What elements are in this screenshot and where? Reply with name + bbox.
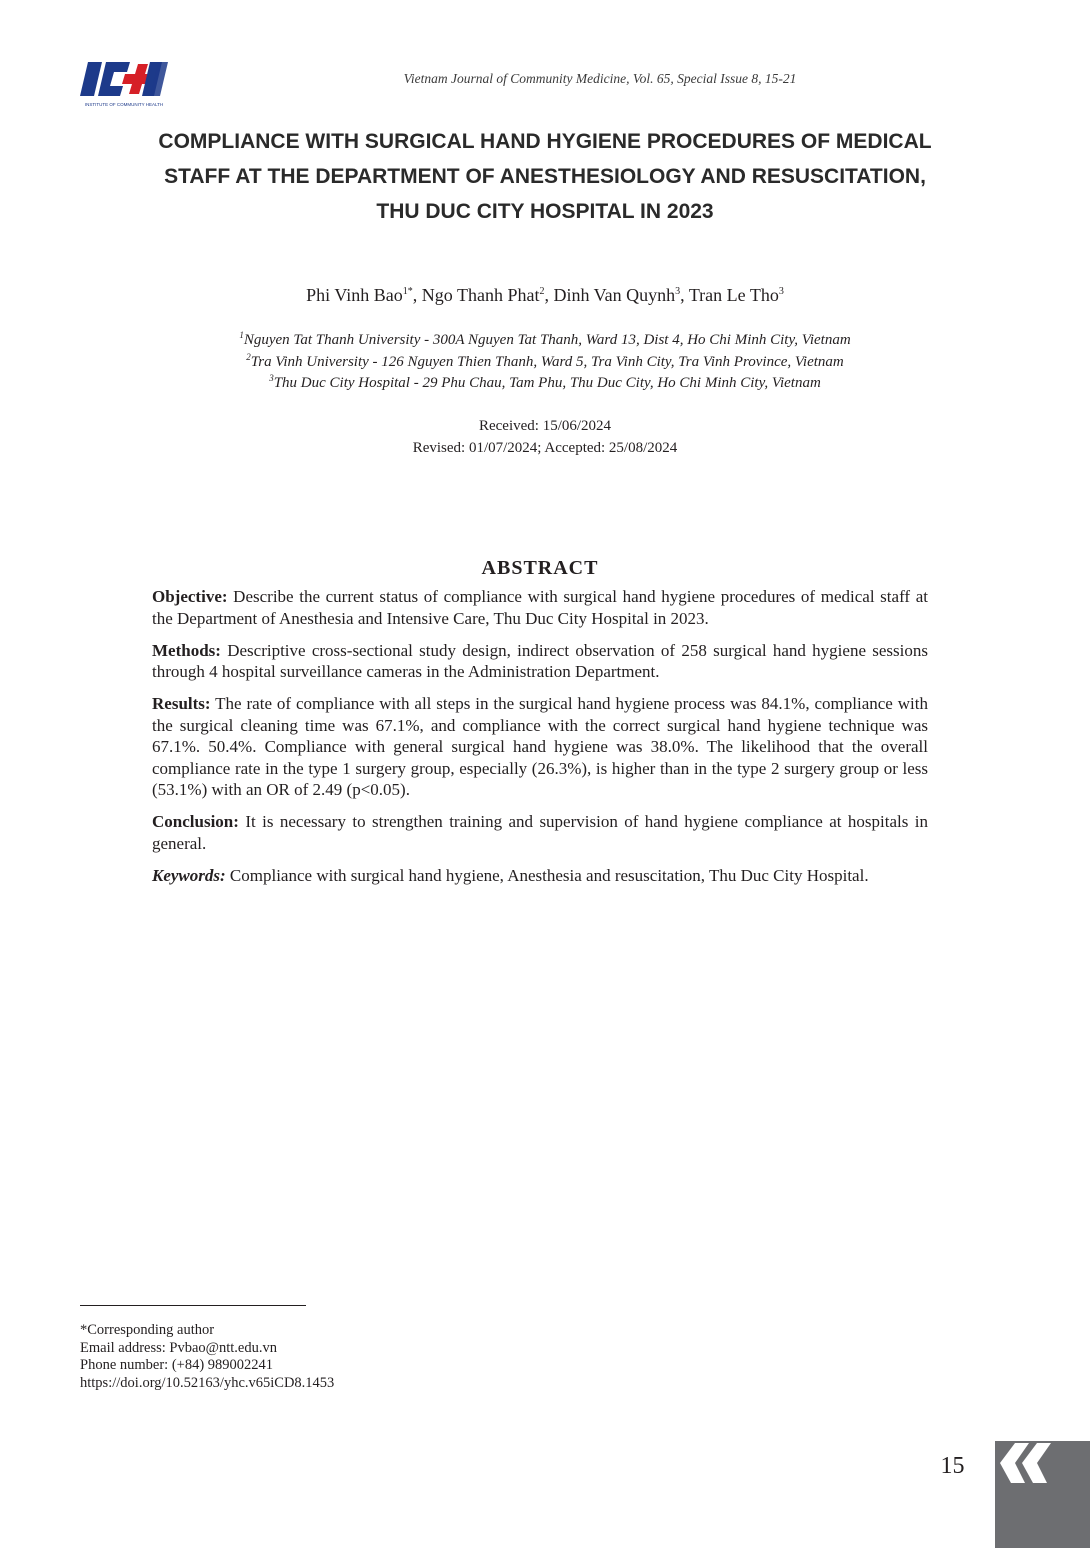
results-label: Results:	[152, 694, 211, 713]
affiliation	[80, 373, 1010, 395]
author-affiliation-mark: 3	[778, 286, 784, 297]
conclusion-label: Conclusion:	[152, 812, 239, 831]
author-affiliation-mark: 1*	[402, 286, 413, 297]
phone-number: Phone number: (+84) 989002241	[80, 1357, 274, 1373]
affiliation-mark: 1	[239, 330, 244, 340]
affiliation-mark: 2	[246, 351, 251, 362]
objective-label: Objective:	[152, 587, 228, 606]
title-line: COMPLIANCE WITH SURGICAL HAND HYGIENE PROCEDURES OF MEDICAL	[158, 130, 932, 153]
abstract-body	[152, 586, 928, 897]
abstract-heading: ABSTRACT	[481, 557, 599, 579]
corresponding-author-note: *Corresponding author	[80, 1322, 215, 1338]
objective-text: Describe the current status of compliance with surgical hand hygiene procedures of medical staff at the Department of Anesthesia and Intensive Care, Thu Duc City Hospital in 2023.	[152, 587, 928, 628]
abstract-methods	[152, 640, 928, 683]
abstract-keywords	[152, 865, 928, 887]
author-list	[80, 283, 1010, 307]
methods-text: Descriptive cross-sectional study design, indirect observation of 258 surgical hand hygiene sessions through 4 hospital surveillance cameras in the Administration Department.	[152, 640, 928, 681]
affiliation-text: Tra Vinh University - 126 Nguyen Thien Thanh, Ward 5, Tra Vinh City, Tra Vinh Province, Vietnam	[250, 353, 844, 370]
abstract-results	[152, 693, 928, 801]
journal-logo	[80, 60, 168, 108]
keywords-label: Keywords:	[152, 865, 226, 885]
author-separator: ,	[544, 285, 554, 305]
affiliation-text: Nguyen Tat Thanh University - 300A Nguyen Tat Thanh, Ward 13, Dist 4, Ho Chi Minh City, Vietnam	[243, 332, 851, 348]
author-name: Dinh Van Quynh	[553, 285, 676, 305]
ich-logo-icon	[80, 60, 168, 102]
double-chevron-left-icon	[995, 1441, 1090, 1548]
affiliation-mark: 3	[269, 373, 274, 383]
page-corner-tab	[995, 1441, 1090, 1548]
affiliation	[80, 330, 1010, 352]
doi-link[interactable]: https://doi.org/10.52163/yhc.v65iCD8.1453	[80, 1374, 335, 1391]
footnotes	[80, 1322, 580, 1392]
abstract-objective	[152, 586, 928, 629]
author-separator: ,	[680, 285, 689, 305]
page-number: 15	[940, 1453, 965, 1479]
affiliation-text: Thu Duc City Hospital - 29 Phu Chau, Tam Phu, Thu Duc City, Ho Chi Minh City, Vietnam	[273, 375, 821, 391]
affiliation-list	[80, 330, 1010, 395]
paper-title	[80, 124, 1010, 229]
affiliation	[80, 352, 1010, 374]
results-text: The rate of compliance with all steps in the surgical hand hygiene process was 84.1%, compliance with the surgical cleaning time was 67.1%, and compliance with the correct surgical hand hygiene technique was 67.1%. 50.4%. Compliance with general surgical hand hygiene was 38.0%. The likelihood that the overall compliance rate in the type 1 surgery group, especially (26.3%), is higher than in the type 2 surgery group or less (53.1%) with an OR of 2.49 (p<0.05).	[152, 694, 928, 799]
author-name: Tran Le Tho	[688, 285, 779, 305]
author-name: Ngo Thanh Phat	[421, 285, 540, 305]
logo-caption: INSTITUTE OF COMMUNITY HEALTH	[84, 102, 164, 107]
author-separator: ,	[412, 285, 422, 305]
keywords-text: Compliance with surgical hand hygiene, Anesthesia and resuscitation, Thu Duc City Hospital.	[225, 865, 869, 885]
submission-dates	[80, 416, 1010, 459]
revised-accepted-date: Revised: 01/07/2024; Accepted: 25/08/2024	[412, 439, 678, 456]
author-affiliation-mark: 2	[539, 286, 545, 297]
author-affiliation-mark: 3	[675, 286, 681, 297]
conclusion-text: It is necessary to strengthen training and supervision of hand hygiene compliance at hospitals in general.	[152, 812, 928, 853]
email-address: Email address: Pvbao@ntt.edu.vn	[80, 1339, 277, 1356]
footnote-divider	[80, 1305, 306, 1306]
author-name: Phi Vinh Bao	[306, 285, 403, 305]
abstract-conclusion	[152, 811, 928, 854]
journal-citation: Vietnam Journal of Community Medicine, Vol. 65, Special Issue 8, 15-21	[403, 71, 797, 86]
methods-label: Methods:	[152, 640, 221, 660]
received-date: Received: 15/06/2024	[478, 418, 612, 434]
title-line: STAFF AT THE DEPARTMENT OF ANESTHESIOLOGY AND RESUSCITATION,	[164, 165, 926, 188]
title-line: THU DUC CITY HOSPITAL IN 2023	[376, 200, 714, 223]
